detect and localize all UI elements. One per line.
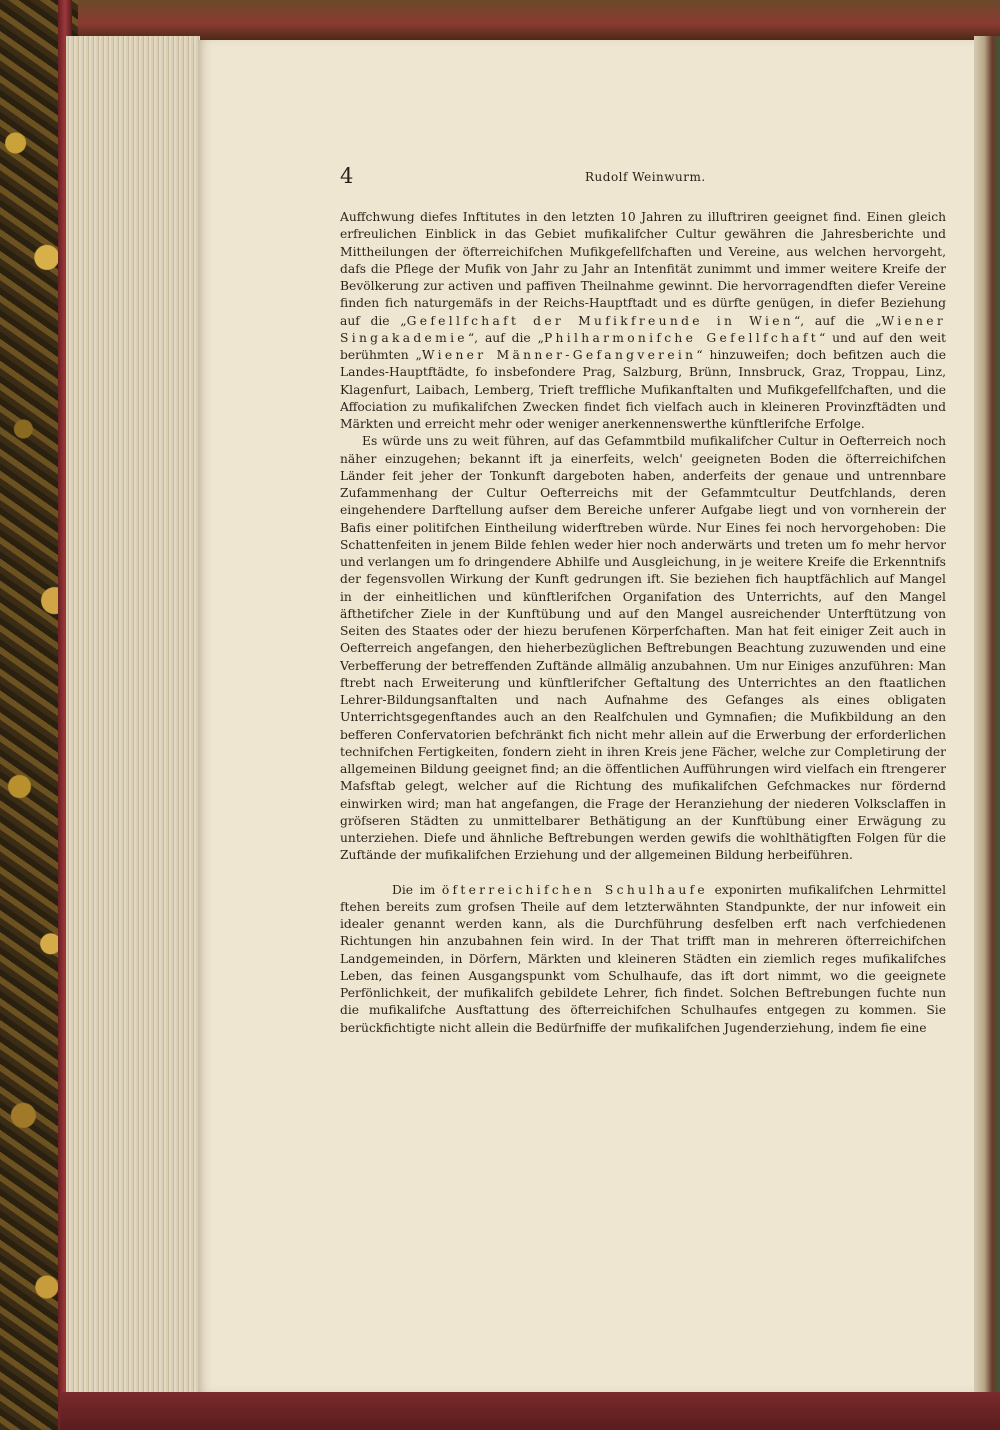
text-run: “ und auf den weit berühmten „ bbox=[340, 330, 947, 362]
text-run: exponirten mufikalifchen Lehrmittel ftehen bereits zum grofsen Theile auf dem letzterwähnten Standpunkte, der nur infoweit ein idealer genannt werden kann, als die Durchführung desfelben erft nach verfchiedenen Richtungen hin anzubahnen fein wird. In der That trifft man in mehreren öfterreichifchen Landgemeinden, in Dörfern, Märkten und kleineren Städten ein ziemlich reges mufikalifches Leben, das feinen Ausgangspunkt vom Schulhaufe, das ift dort nimmt, wo die geeignete Perfönlichkeit, der mufikalifch gebildete Lehrer, fich findet. Solchen Beftrebungen fuchte nun die mufikalifche Ausftattung des öfterreichifchen Schulhaufes entgegen zu kommen. Sie berückfichtigte nicht allein die Bedürfniffe der mufikalifchen Jugenderziehung, indem fie eine bbox=[340, 882, 947, 1035]
spaced-name: Gefellfchaft der Mufikfreunde in Wien bbox=[406, 313, 794, 328]
text-run: “, auf die „ bbox=[794, 313, 882, 328]
text-run: “, auf die „ bbox=[467, 330, 544, 345]
spaced-name: öfterreichifchen Schulhaufe bbox=[441, 882, 709, 897]
page-number: 4 bbox=[340, 164, 354, 188]
text-run: Die im bbox=[392, 882, 442, 897]
running-head: Rudolf Weinwurm. bbox=[585, 170, 706, 184]
spaced-name: Philharmonifche Gefellfchaft bbox=[543, 330, 819, 345]
book-cover-bottom bbox=[60, 1392, 1000, 1430]
page-edges bbox=[66, 36, 200, 1396]
paragraph-1 bbox=[340, 209, 946, 433]
body-text bbox=[340, 209, 946, 1037]
text-run: Auffchwung diefes Inftitutes in den letzten 10 Jahren zu illuftriren geeignet find. Einen gleich erfreulichen Einblick in das Gebiet mufikalifcher Cultur gewähren die Jahresberichte und Mittheilungen der öfterreichifchen Mufikgefellfchaften und Vereine, aus welchen hervorgeht, dafs die Pflege der Mufik von Jahr zu Jahr an Intenfität zunimmt und immer weitere Kreife der Bevölkerung zur activen und paffiven Theilnahme gewinnt. Die hervorragendften diefer Vereine finden fich naturgemäfs in der Reichs-Hauptftadt und es dürfte genügen, in diefer Beziehung auf die „ bbox=[340, 210, 946, 328]
right-page-edge bbox=[974, 36, 1000, 1396]
spaced-name: Wiener Männer-Gefangverein bbox=[421, 348, 697, 362]
book-cover-top bbox=[0, 0, 1000, 40]
paragraph-2: Es würde uns zu weit führen, auf das Gefammtbild mufikalifcher Cultur in Oefterreich noch näher einzugehen; bekannt ift ja einerfeits, welch' geeigneten Boden die öfterreichifchen Länder feit jeher der Tonkunft dargeboten haben, anderfeits der genaue und untrennbare Zufammenhang der Cultur Oefterreichs mit der Gefammtcultur Deutfchlands, deren eingehendere Darftellung aufser dem Bereiche unferer Aufgabe liegt und von vornherein der Bafis einer politifchen Eintheilung widerftreben würde. Nur Eines fei noch hervorgehoben: Die Schattenfeiten in jenem Bilde fehlen weder hier noch anderwärts und treten um fo mehr hervor und verlangen um fo dringendere Abhilfe und Ausgleichung, in je weitere Kreife die Erkenntnifs der fegensvollen Wirkung der Kunft gedrungen ift. Sie beziehen fich hauptfächlich auf Mangel in der einheitlichen und künftlerifchen Organifation des Unterrichts, auf den Mangel äfthetifcher Ziele in der Kunftübung und auf den Mangel ausreichender Unterftützung von Seiten des Staates oder der hiezu berufenen Körperfchaften. Man hat feit einiger Zeit auch in Oefterreich angefangen, den hieherbezüglichen Beftrebungen Beachtung zuzuwenden und eine Verbefferung der betreffenden Zuftände allmälig anzubahnen. Um nur Einiges anzuführen: Man ftrebt nach Erweiterung und künftlerifcher Geftaltung des Unterrichtes an den ftaatlichen Lehrer-Bildungsanftalten und nach Aufnahme des Gefanges als eines obligaten Unterrichtsgegenftandes auch an den Realfchulen und Gymnafien; die Mufikbildung an den befferen Confervatorien befchränkt fich nicht mehr allein auf die Erwerbung der erforderlichen technifchen Fertigkeiten, fondern zieht in ihren Kreis jene Fächer, welche zur Completirung der allgemeinen Bildung geeignet find; an die öffentlichen Aufführungen wird vielfach ein ftrengerer Mafsftab gelegt, welcher auf die Richtung des mufikalifchen Gefchmackes nur fördernd einwirken wird; man hat angefangen, die Frage der Heranziehung der niederen Volksclaffen in gröfseren Städten zu unmittelbarer Bethätigung an der Kunftübung einer Erwägung zu unterziehen. Diefe und ähnliche Beftrebungen werden gewifs die wohlthätigften Folgen für die Zuftände der mufikalifchen Erziehung und der allgemeinen Bildung herbeiführen. bbox=[340, 434, 946, 863]
text-run: “ hinzuweifen; doch befitzen auch die Landes-Hauptftädte, fo insbefondere Prag, Salzburg, Brünn, Innsbruck, Graz, Troppau, Linz, Klagenfurt, Laibach, Lemberg, Trieft treffliche Mufikanftalten und Mufikgefellfchaften, und die Affociation zu mufikalifchen Zwecken findet fich vielfach auch in kleineren Provinzftädten und Märkten und erreicht mehr oder weniger anerkennenswerthe künftlerifche Erfolge. bbox=[340, 348, 946, 431]
spaced-name: Wiener Singakademie bbox=[340, 313, 946, 345]
paragraph-3 bbox=[340, 882, 946, 1037]
